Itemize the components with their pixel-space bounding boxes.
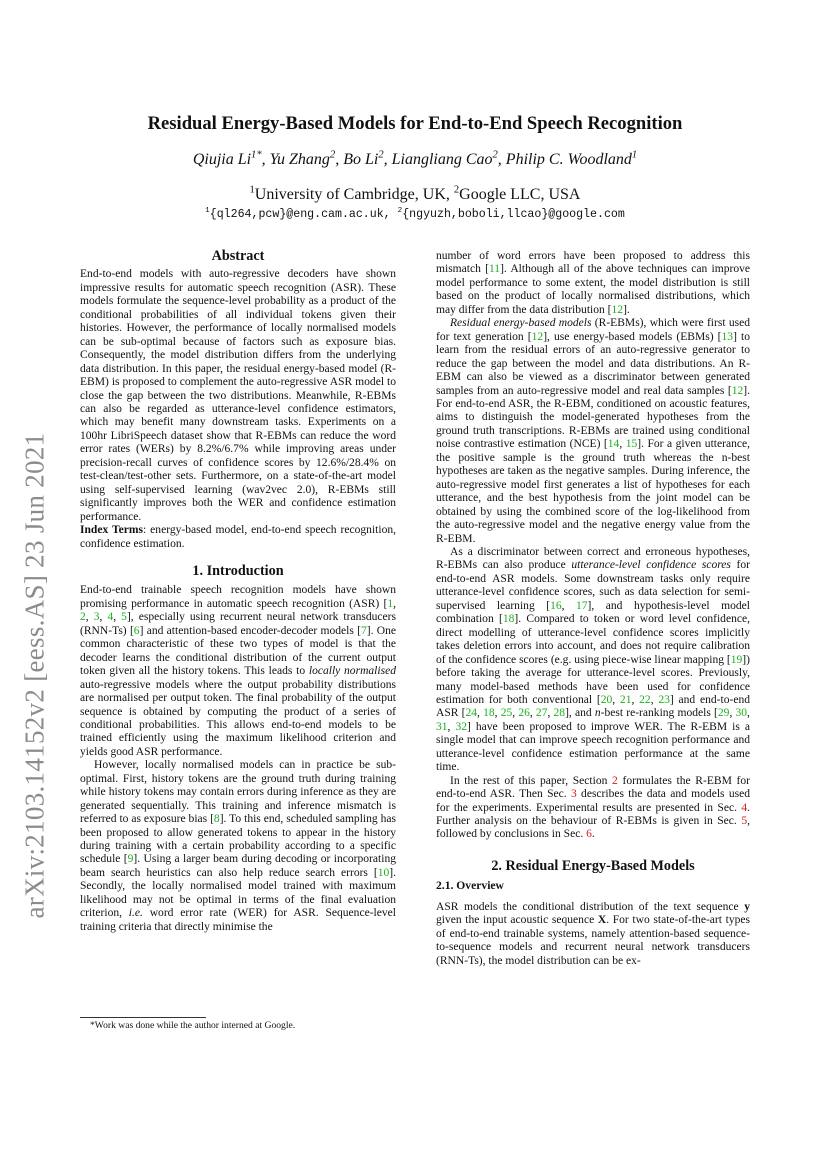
paper-title: Residual Energy-Based Models for End-to-End Speech Recognition	[147, 113, 683, 134]
citation-link[interactable]: 28	[553, 707, 566, 720]
body-paragraph: ASR models the conditional distribution of the text sequence y given the input acoustic sequence X. For two state-of-the-art types of end-to-end trainable systems, namely attention-based sequence-to-sequence models and recurrent neural network transducers (RNN-Ts), the model distribution can be ex-	[436, 900, 750, 967]
citation-link[interactable]: 18	[483, 707, 495, 720]
author-name: Qiujia Li	[192, 151, 252, 168]
footnote: *Work was done while the author interned at Google.	[90, 1020, 296, 1031]
citation-link[interactable]: 30	[735, 707, 748, 720]
citation-link[interactable]: 29	[717, 707, 730, 720]
index-terms-label: Index Terms	[80, 524, 143, 537]
section-ref-link[interactable]: 4	[741, 801, 748, 814]
index-terms	[80, 524, 396, 551]
citation-link[interactable]: 25	[500, 707, 513, 720]
affiliation: University of Cambridge, UK,	[254, 186, 454, 203]
citation-link[interactable]: 6	[133, 624, 140, 637]
abstract-text: End-to-end models with auto-regressive decoders have shown impressive results for automatic speech recognition (ASR). These models formulate the sequence-level probability as a product of the conditional probabilities of all individual tokens given their histories. However, the performance of locally normalised models can be sub-optimal because of factors such as exposure bias. Consequently, the model distribution differs from the underlying data distribution. In this paper, the residual energy-based model (R-EBM) is proposed to complement the auto-regressive ASR model to close the gap between the two distributions. Meanwhile, R-EBMs can also be regarded as utterance-level confidence estimators, which may benefit many downstream tasks. Experiments on a 100hr LibriSpeech dataset show that R-EBMs can reduce the word error rates (WERs) by 8.2%/6.7% while improving areas under precision-recall curves of confidence scores by 12.6%/28.4% on test-clean/test-other sets. Furthermore, on a state-of-the-art model using self-supervised learning (wav2vec 2.0), R-EBMs still significantly improves both the WER and confidence estimation performance.	[80, 268, 396, 523]
arxiv-stamp	[0, 0, 70, 1171]
math-symbol: X	[597, 914, 607, 927]
citation-link[interactable]: 14	[607, 438, 620, 451]
left-column	[80, 250, 396, 934]
section-ref-link[interactable]: 2	[612, 774, 618, 787]
affiliations	[80, 186, 750, 204]
author-sup: 1	[631, 149, 638, 161]
citation-link[interactable]: 12	[731, 384, 744, 397]
author-name: Philip C. Woodland	[505, 151, 632, 168]
citation-link[interactable]: 9	[127, 853, 134, 866]
section-ref-link[interactable]: 3	[570, 788, 577, 801]
author-sup: 2	[329, 149, 336, 161]
affil-sup: 1	[249, 184, 255, 196]
citation-link[interactable]: 18	[502, 613, 515, 626]
citation-link[interactable]: 12	[531, 330, 544, 343]
body-paragraph: As a discriminator between correct and erroneous hypotheses, R-EBMs can also produce utterance-level confidence scores for end-to-end ASR models. Some downstream tasks only require utterance-level confidence scores, such as data selection for semi-supervised learning [16, 17], and hypothesis-level model combination [18]. Compared to token or word level confidence, direct modelling of utterance-level confidence scores implicitly takes deletion errors into account, and does not require calibration of the confidence scores (e.g. using piece-wise linear mapping [19]) before taking the average for utterance-level scores. Previously, many model-based methods have been used for confidence estimation for both conventional [20, 21, 22, 23] and end-to-end ASR [24, 18, 25, 26, 27, 28], and n-best re-ranking models [29, 30, 31, 32] have been proposed to improve WER. The R-EBM is a single model that can improve speech recognition performance and utterance-level confidence estimation performance at the same time.	[436, 545, 750, 774]
abstract-heading: Abstract	[211, 248, 265, 264]
citation-link[interactable]: 26	[518, 707, 530, 720]
section-heading: 1. Introduction	[192, 562, 284, 579]
citation-link[interactable]: 1	[387, 597, 394, 610]
body-paragraph: In the rest of this paper, Section 2 formulates the R-EBM for end-to-end ASR. Then Sec. 3 describes the data and models used for the experiments. Experimental results are presented in Sec. 4. Further analysis on the behaviour of R-EBMs is given in Sec. 5, followed by conclusions in Sec. 6.	[436, 774, 750, 841]
author-list: Qiujia $Li^{1*}$, Yu Zhang$^2$, Bo Li$^2$, Liangliang Cao$^2$, Philip C. Woodland$^1$	[192, 149, 638, 168]
footnote-rule	[80, 1017, 206, 1018]
citation-link[interactable]: 31	[436, 720, 448, 733]
affil-sup: 2	[453, 184, 460, 196]
citation-link[interactable]: 23	[658, 693, 670, 706]
author-sup: 1*	[251, 149, 262, 161]
citation-link[interactable]: 24	[465, 707, 478, 720]
math-symbol: y	[744, 900, 750, 913]
subsection-heading: 2.1. Overview	[436, 879, 504, 893]
citation-link[interactable]: 17	[576, 599, 588, 612]
email-sup: 1	[205, 207, 210, 216]
citation-link[interactable]: 10	[377, 866, 390, 879]
intro-paragraph: However, locally normalised models can in practice be sub-optimal. First, history tokens are the ground truth during training while history tokens may contain errors during inference as they are generated sequentially. This training and inference mismatch is referred to as exposure bias [8]. To this end, scheduled sampling has been proposed to allow generated tokens to appear in the history during training with a certain probability according to a specific schedule [9]. Using a larger beam during decoding or incorporating beam search heuristics can also help reduce search errors [10]. Secondly, the locally normalised model trained with maximum likelihood may not be optimal in terms of the final evaluation criterion, i.e. word error rate (WER) for ASR. Sequence-level training criteria that directly minimise the	[80, 759, 396, 933]
citation-link[interactable]: 27	[535, 707, 548, 720]
author-name: Yu Zhang	[269, 151, 330, 168]
citation-link[interactable]: 22	[639, 693, 651, 706]
citation-link[interactable]: 20	[600, 693, 613, 706]
section-heading: 2. Residual Energy-Based Models	[491, 857, 695, 874]
intro-paragraph: End-to-end trainable speech recognition models have shown promising performance in automatic speech recognition (ASR) [1, 2, 3, 4, 5], especially using recurrent neural network transducers (RNN-Ts) [6] and attention-based encoder-decoder models [7]. One common characteristic of these two types of model is that the decoder learns the conditional distribution of the current output token given all the history tokens. This leads to locally normalised auto-regressive models where the output probability distributions are normalised per output token. The final probability of the output sequence is obtained by computing the product of a series of conditional probabilities. This allows end-to-end models to be trained efficiently using the maximum likelihood criterion and yields good ASR performance.	[80, 584, 397, 758]
author-emails	[80, 208, 750, 221]
citation-link[interactable]: 8	[213, 813, 220, 826]
body-paragraph: Residual energy-based models (R-EBMs), which were first used for text generation [12], use energy-based models (EBMs) [13] to learn from the residual errors of an auto-regressive generator to reduce the gap between the model and data distributions. An R-EBM can also be viewed as a discriminator between generated samples from an auto-regressive model and real data samples [12]. For end-to-end ASR, the R-EBM, conditioned on acoustic features, aims to distinguish the model-generated hypotheses from the ground truth transcriptions. R-EBMs are trained using conditional noise contrastive estimation (NCE) [14, 15]. For a given utterance, the positive sample is the ground truth whereas the n-best hypotheses are taken as the negative samples. During inference, the auto-regressive model first generates a list of hypotheses for each utterance, and the best hypothesis from the joint model can be obtained by using the combined score of the log-likelihood from the auto-regressive model and the negative energy value from the R-EBM.	[436, 317, 750, 545]
body-paragraph: number of word errors have been proposed to address this mismatch [11]. Although all of the above techniques can improve model performance to some extent, the model distribution is still based on the product of locally normalised distributions, which may differ from the data distribution [12].	[436, 250, 750, 316]
citation-link[interactable]: 32	[455, 720, 468, 733]
right-column	[436, 250, 750, 968]
citation-link[interactable]: 13	[721, 330, 734, 343]
citation-link[interactable]: 11	[488, 263, 501, 276]
author-sup: 2	[492, 149, 498, 161]
affiliation: Google LLC, USA	[459, 186, 581, 203]
author-name: Bo Li	[343, 151, 379, 168]
index-terms-text: : energy-based model, end-to-end speech recognition, confidence estimation.	[80, 524, 397, 550]
citation-link[interactable]: 19	[730, 653, 743, 666]
citation-link[interactable]: 4	[107, 611, 114, 624]
citation-link[interactable]: 21	[619, 693, 632, 706]
arxiv-identifier[interactable]: arXiv:2103.14152v2 [eess.AS] 23 Jun 2021	[19, 432, 50, 919]
citation-link[interactable]: 15	[625, 438, 638, 451]
section-ref-link[interactable]: 5	[741, 815, 748, 828]
email[interactable]: {ql264,pcw}@eng.cam.ac.uk,	[209, 208, 398, 221]
author-name: Liangliang Cao	[391, 151, 493, 168]
citation-link[interactable]: 3	[93, 611, 100, 624]
citation-link[interactable]: 2	[80, 611, 86, 624]
author-sup: 2	[378, 149, 384, 161]
citation-link[interactable]: 12	[611, 303, 624, 316]
email-sup: 2	[397, 207, 403, 216]
citation-link[interactable]: 7	[360, 624, 367, 637]
section-ref-link[interactable]: 6	[586, 828, 592, 841]
citation-link[interactable]: 16	[550, 599, 562, 612]
email[interactable]: {ngyuzh,boboli,llcao}@google.com	[402, 208, 625, 221]
citation-link[interactable]: 5	[121, 611, 127, 624]
